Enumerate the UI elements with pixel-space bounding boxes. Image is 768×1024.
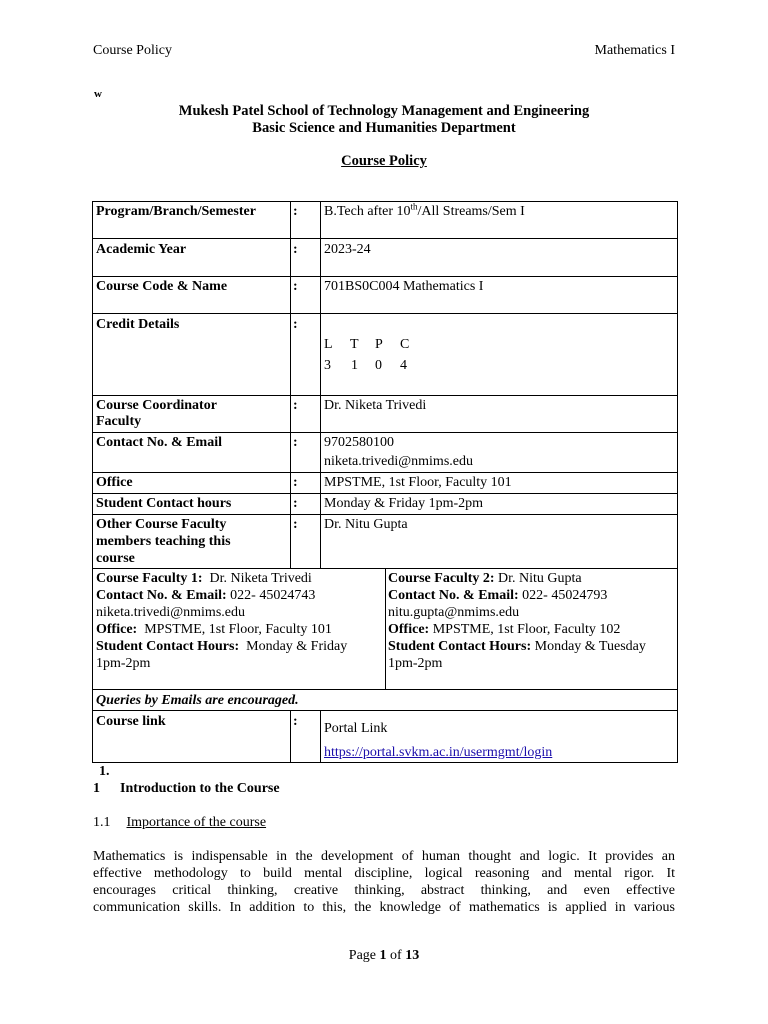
coordinator-label-1: Course Coordinator <box>96 398 217 413</box>
colon: : <box>293 435 298 450</box>
subsection-heading <box>93 815 266 831</box>
institution-block <box>0 103 768 137</box>
header-right: Mathematics I <box>594 43 675 58</box>
colon: : <box>293 496 298 511</box>
contact-phone: 9702580100 <box>324 435 394 450</box>
faculty-1-phone: 022- 45024743 <box>230 588 316 603</box>
year-label: Academic Year <box>96 242 187 257</box>
course-value: 701BS0C004 Mathematics I <box>324 279 484 294</box>
faculty-2-office: MPSTME, 1st Floor, Faculty 102 <box>432 622 621 637</box>
paragraph-line: encourages critical thinking, creative thinking, abstract thinking, and even effective <box>93 883 675 898</box>
page-of: of <box>390 948 402 963</box>
paragraph-line: effective methodology to build mental discipline, logical reasoning and mental rigor. It <box>93 866 675 881</box>
table-rule <box>92 201 93 763</box>
other-faculty-label-3: course <box>96 551 135 566</box>
other-faculty-label-1: Other Course Faculty <box>96 517 227 532</box>
other-faculty-label-2: members teaching this <box>96 534 231 549</box>
section-number: 1 <box>93 781 100 796</box>
faculty-1-hours-2: 1pm-2pm <box>96 656 151 671</box>
faculty-1-hours-line <box>96 638 347 655</box>
table-rule <box>92 238 678 239</box>
colon: : <box>293 242 298 257</box>
faculty-1-name-line <box>96 570 312 587</box>
table-rule <box>92 395 678 396</box>
coordinator-value: Dr. Niketa Trivedi <box>324 398 427 413</box>
colon: : <box>293 317 298 332</box>
table-rule <box>92 710 678 711</box>
faculty-1-office-line <box>96 621 332 638</box>
faculty-1-hours-label: Student Contact Hours: <box>96 639 240 654</box>
page-label: Page <box>348 948 377 963</box>
page-total: 13 <box>405 948 420 963</box>
table-rule <box>290 710 291 762</box>
document-title <box>0 153 768 170</box>
table-rule <box>92 493 678 494</box>
table-rule <box>320 710 321 762</box>
faculty-2-contact-label: Contact No. & Email: <box>388 588 519 603</box>
office-value: MPSTME, 1st Floor, Faculty 101 <box>324 475 512 490</box>
credit-header-l: L <box>324 337 333 352</box>
office-label: Office <box>96 475 133 490</box>
paragraph-line: Mathematics is indispensable in the development of human thought and logic. It provides an <box>93 849 675 864</box>
document-title-text: Course Policy <box>341 153 427 169</box>
contact-label: Contact No. & Email <box>96 435 222 450</box>
faculty-2-phone: 022- 45024793 <box>522 588 608 603</box>
table-rule <box>92 313 678 314</box>
faculty-2-hours-label: Student Contact Hours: <box>388 639 532 654</box>
program-value-sup: th <box>410 201 418 212</box>
faculty-2-email: nitu.gupta@nmims.edu <box>388 605 520 620</box>
page-footer <box>0 948 768 964</box>
subsection-number: 1.1 <box>93 815 111 830</box>
table-rule <box>385 568 386 689</box>
paragraph-line: communication skills. In addition to this, the knowledge of mathematics is applied in various <box>93 900 675 915</box>
queries-note: Queries by Emails are encouraged. <box>96 693 299 708</box>
table-rule <box>92 472 678 473</box>
colon: : <box>293 714 298 729</box>
faculty-2-hours-line <box>388 638 646 655</box>
credit-label: Credit Details <box>96 317 180 332</box>
faculty-1-hours: Monday & Friday <box>246 639 348 654</box>
intro-paragraph <box>93 848 675 916</box>
stray-mark: w <box>94 88 102 100</box>
table-rule <box>92 432 678 433</box>
faculty-2-hours-2: 1pm-2pm <box>388 656 443 671</box>
faculty-2-hours: Monday & Tuesday <box>534 639 646 654</box>
credit-value-c: 4 <box>400 358 407 373</box>
department-name: Basic Science and Humanities Department <box>252 120 516 136</box>
faculty-2-title: Course Faculty 2: <box>388 571 495 586</box>
program-label: Program/Branch/Semester <box>96 204 256 219</box>
credit-value-l: 3 <box>324 358 331 373</box>
colon: : <box>293 517 298 532</box>
credit-value-p: 0 <box>375 358 382 373</box>
table-rule <box>92 762 678 763</box>
faculty-1-office-label: Office: <box>96 622 138 637</box>
table-rule <box>92 201 678 202</box>
faculty-2-name: Dr. Nitu Gupta <box>498 571 582 586</box>
faculty-1-name: Dr. Niketa Trivedi <box>209 571 312 586</box>
faculty-2-contact-line <box>388 587 607 604</box>
colon: : <box>293 279 298 294</box>
faculty-1-title: Course Faculty 1: <box>96 571 203 586</box>
hours-value: Monday & Friday 1pm-2pm <box>324 496 484 511</box>
faculty-1-office: MPSTME, 1st Floor, Faculty 101 <box>144 622 332 637</box>
table-rule <box>677 201 678 763</box>
hours-label: Student Contact hours <box>96 496 232 511</box>
program-value-pre: B.Tech after 10 <box>324 204 411 219</box>
section-heading <box>93 781 280 797</box>
colon: : <box>293 475 298 490</box>
table-rule <box>290 201 291 569</box>
portal-link-url[interactable]: https://portal.svkm.ac.in/usermgmt/login <box>324 745 553 760</box>
subsection-title: Importance of the course <box>126 815 267 830</box>
credit-header-p: P <box>375 337 383 352</box>
faculty-2-office-label: Office: <box>388 622 430 637</box>
colon: : <box>293 398 298 413</box>
course-link-label: Course link <box>96 714 166 729</box>
year-value: 2023-24 <box>324 242 371 257</box>
faculty-2-name-line <box>388 570 582 587</box>
portal-link-title: Portal Link <box>324 721 388 736</box>
table-rule <box>92 276 678 277</box>
credit-header-t: T <box>350 337 359 352</box>
faculty-2-office-line <box>388 621 620 638</box>
faculty-1-contact-line <box>96 587 315 604</box>
table-rule <box>320 201 321 569</box>
table-rule <box>92 689 678 690</box>
credit-value-t: 1 <box>351 358 358 373</box>
program-value-post: /All Streams/Sem I <box>417 204 525 219</box>
section-title: Introduction to the Course <box>120 781 280 796</box>
credit-header-c: C <box>400 337 410 352</box>
other-faculty-value: Dr. Nitu Gupta <box>324 517 408 532</box>
faculty-1-contact-label: Contact No. & Email: <box>96 588 227 603</box>
header-left: Course Policy <box>93 43 172 58</box>
program-value <box>324 203 525 220</box>
list-marker: 1. <box>99 764 110 779</box>
page-current: 1 <box>379 948 387 963</box>
coordinator-label-2: Faculty <box>96 414 142 429</box>
colon: : <box>293 204 298 219</box>
contact-email: niketa.trivedi@nmims.edu <box>324 454 473 469</box>
table-rule <box>92 514 678 515</box>
course-label: Course Code & Name <box>96 279 228 294</box>
institution-name: Mukesh Patel School of Technology Management and Engineering <box>178 103 590 119</box>
faculty-1-email: niketa.trivedi@nmims.edu <box>96 605 245 620</box>
